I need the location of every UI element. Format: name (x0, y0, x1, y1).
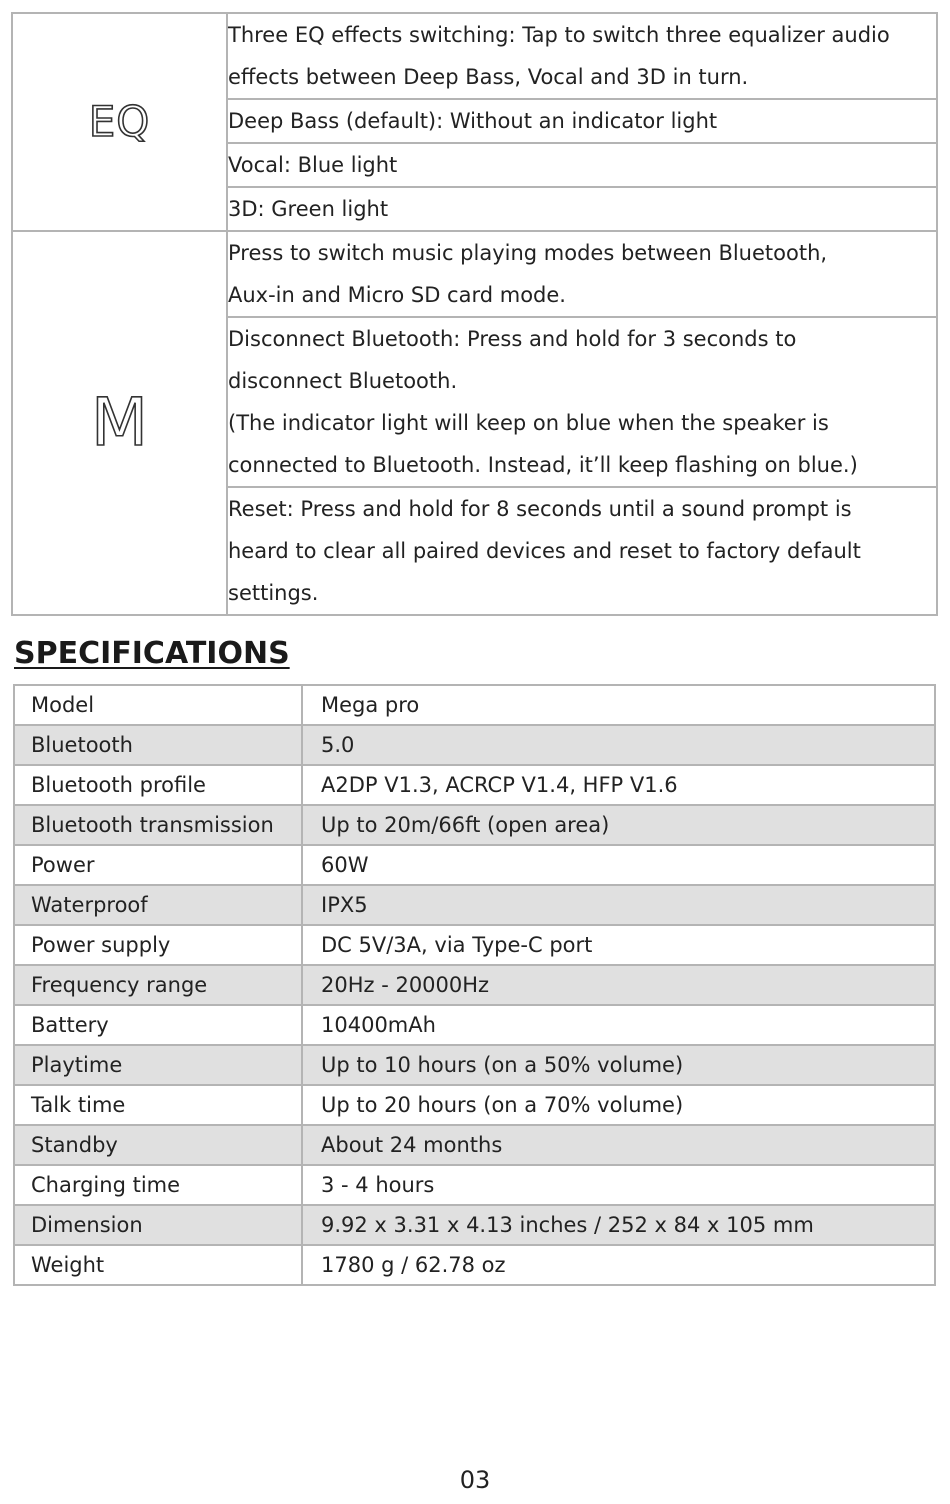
description-line: Disconnect Bluetooth: Press and hold for 3 seconds to (228, 327, 797, 351)
spec-row-frequency-range (14, 965, 935, 1005)
spec-row-charging-time (14, 1165, 935, 1205)
spec-label: Talk time (14, 1085, 302, 1125)
spec-row-playtime (14, 1045, 935, 1085)
spec-row-bluetooth-profile (14, 765, 935, 805)
eq-description-vocal (227, 143, 937, 187)
description-line: heard to clear all paired devices and reset to factory default (228, 539, 861, 563)
spec-value: 3 - 4 hours (302, 1165, 935, 1205)
spec-label: Standby (14, 1125, 302, 1165)
description-line: Three EQ effects switching: Tap to switch three equalizer audio (228, 23, 890, 47)
spec-label: Charging time (14, 1165, 302, 1205)
description-line: Reset: Press and hold for 8 seconds until a sound prompt is (228, 497, 852, 521)
description-line: Vocal: Blue light (228, 153, 398, 177)
description-line: Deep Bass (default): Without an indicator light (228, 109, 718, 133)
description-line: (The indicator light will keep on blue when the speaker is (228, 411, 829, 435)
spec-row-standby (14, 1125, 935, 1165)
spec-row-battery (14, 1005, 935, 1045)
description-line: connected to Bluetooth. Instead, it’ll keep flashing on blue.) (228, 453, 858, 477)
spec-value: 20Hz - 20000Hz (302, 965, 935, 1005)
spec-row-bluetooth (14, 725, 935, 765)
spec-row-power (14, 845, 935, 885)
spec-row-talk-time (14, 1085, 935, 1125)
spec-value: A2DP V1.3, ACRCP V1.4, HFP V1.6 (302, 765, 935, 805)
spec-value: Up to 20 hours (on a 70% volume) (302, 1085, 935, 1125)
spec-label: Dimension (14, 1205, 302, 1245)
spec-label: Waterproof (14, 885, 302, 925)
spec-value: 9.92 x 3.31 x 4.13 inches / 252 x 84 x 105 mm (302, 1205, 935, 1245)
m-key-cell (12, 231, 227, 615)
spec-label: Power (14, 845, 302, 885)
spec-value: 10400mAh (302, 1005, 935, 1045)
page-number: 03 (459, 1466, 491, 1494)
spec-row-model (14, 685, 935, 725)
spec-label: Model (14, 685, 302, 725)
spec-row-bluetooth-transmission (14, 805, 935, 845)
description-line: settings. (228, 581, 319, 605)
spec-value: DC 5V/3A, via Type-C port (302, 925, 935, 965)
spec-value: 5.0 (302, 725, 935, 765)
spec-value: Up to 20m/66ft (open area) (302, 805, 935, 845)
eq-description-switching (227, 13, 937, 99)
description-line: disconnect Bluetooth. (228, 369, 458, 393)
spec-label: Frequency range (14, 965, 302, 1005)
spec-label: Power supply (14, 925, 302, 965)
spec-row-waterproof (14, 885, 935, 925)
eq-description-deep-bass (227, 99, 937, 143)
m-description-mode-switch (227, 231, 937, 317)
eq-button-label: EQ (88, 97, 151, 146)
spec-label: Battery (14, 1005, 302, 1045)
spec-value: IPX5 (302, 885, 935, 925)
description-line: 3D: Green light (228, 197, 389, 221)
description-line: Aux-in and Micro SD card mode. (228, 283, 566, 307)
spec-label: Weight (14, 1245, 302, 1285)
spec-value: About 24 months (302, 1125, 935, 1165)
spec-label: Bluetooth transmission (14, 805, 302, 845)
eq-description-3d (227, 187, 937, 231)
spec-row-power-supply (14, 925, 935, 965)
description-line: effects between Deep Bass, Vocal and 3D in turn. (228, 65, 749, 89)
specifications-heading: SPECIFICATIONS (14, 636, 290, 671)
m-row-1 (12, 231, 937, 317)
spec-value: 1780 g / 62.78 oz (302, 1245, 935, 1285)
m-description-disconnect (227, 317, 937, 487)
m-description-reset (227, 487, 937, 615)
spec-label: Bluetooth (14, 725, 302, 765)
eq-key-cell (12, 13, 227, 231)
spec-row-weight (14, 1245, 935, 1285)
description-line: Press to switch music playing modes between Bluetooth, (228, 241, 828, 265)
eq-row-1 (12, 13, 937, 99)
specifications-table (13, 684, 936, 1286)
spec-label: Playtime (14, 1045, 302, 1085)
spec-label: Bluetooth profile (14, 765, 302, 805)
spec-row-dimension (14, 1205, 935, 1245)
spec-value: Up to 10 hours (on a 50% volume) (302, 1045, 935, 1085)
m-button-label: M (91, 384, 148, 461)
spec-value: 60W (302, 845, 935, 885)
spec-value: Mega pro (302, 685, 935, 725)
button-function-table (11, 12, 938, 616)
